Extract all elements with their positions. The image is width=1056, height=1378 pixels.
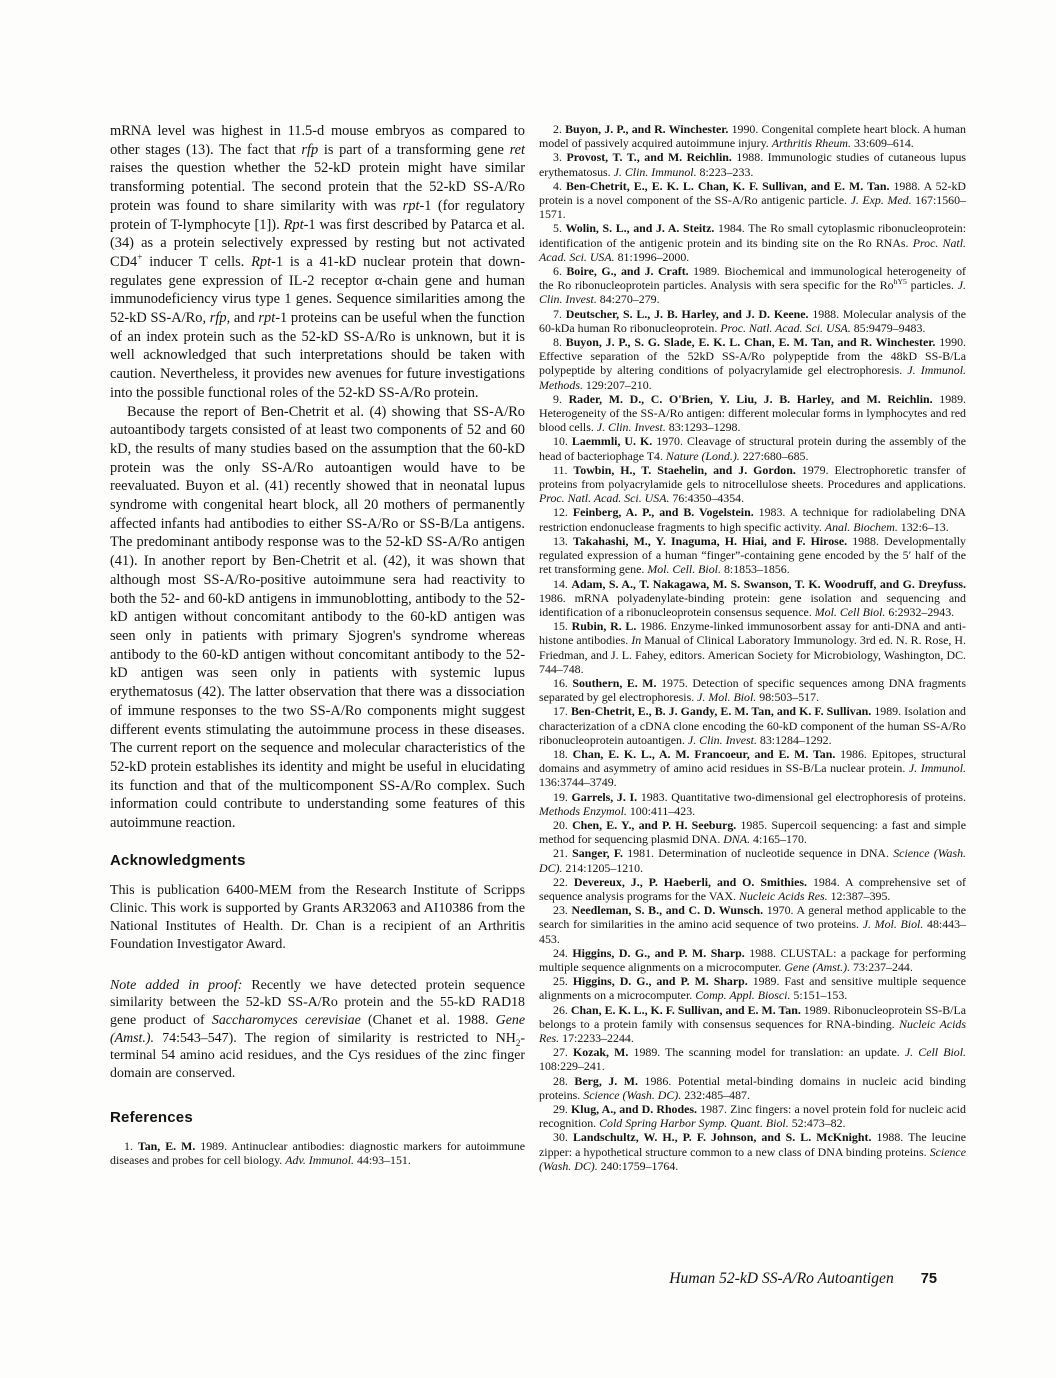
reference-item: 18. Chan, E. K. L., A. M. Francoeur, and E. M. Tan. 1986. Epitopes, structural domains and asymmetry of amino acid residues in SS-B/La nuclear protein. J. Immunol. 136:3744–3749. — [539, 746, 966, 790]
acknowledgments-text: This is publication 6400-MEM from the Research Institute of Scripps Clinic. This work is supported by Grants AR32063 and AI10386 from the National Institutes of Health. Dr. Chan is a recipient of an Arthritis Foundation Investigator Award. — [110, 882, 525, 952]
reference-item: 24. Higgins, D. G., and P. M. Sharp. 1988. CLUSTAL: a package for performing multiple sequence alignments on a microcomputer. Gene (Amst.). 73:237–244. — [539, 945, 966, 974]
right-column-references-list — [539, 122, 966, 1173]
reference-item: 13. Takahashi, M., Y. Inaguma, H. Hiai, and F. Hirose. 1988. Developmentally regulated expression of a human “finger”-containing gene encoded by the 5′ half of the ret transforming gene. Mol. Cell. Biol. 8:1853–1856. — [539, 533, 967, 577]
reference-item: 28. Berg, J. M. 1986. Potential metal-binding domains in nucleic acid binding proteins. Science (Wash. DC). 232:485–487. — [539, 1073, 967, 1102]
page-number: 75 — [920, 1271, 937, 1287]
acknowledgments-heading: Acknowledgments — [110, 851, 246, 869]
reference-item: 27. Kozak, M. 1989. The scanning model for translation: an update. J. Cell Biol. 108:229–241. — [539, 1045, 967, 1074]
reference-item: 5. Wolin, S. L., and J. A. Steitz. 1984. The Ro small cytoplasmic ribonucleoprotein: identification of the antigenic protein and its binding site on the Ro RNAs. Proc. Natl. Acad. Sci. USA. 81:1996–2000. — [539, 221, 967, 264]
reference-item: 30. Landschultz, W. H., P. F. Johnson, and S. L. McKnight. 1988. The leucine zipper: a hypothetical structure common to a new class of DNA binding proteins. Science (Wash. DC). 240:1759–1764. — [539, 1130, 966, 1173]
reference-item: 29. Klug, A., and D. Rhodes. 1987. Zinc fingers: a novel protein fold for nucleic acid recognition. Cold Spring Harbor Symp. Quant. Biol. 52:473–82. — [539, 1102, 966, 1131]
references-section — [110, 1109, 525, 1167]
running-title: Human 52-kD SS-A/Ro Autoantigen — [669, 1270, 894, 1287]
page-footer — [669, 1270, 937, 1288]
reference-item: 2. Buyon, J. P., and R. Winchester. 1990. Congenital complete heart block. A human model of passively acquired autoimmune injury. Arthritis Rheum. 33:609–614. — [539, 122, 966, 151]
reference-item: 25. Higgins, D. G., and P. M. Sharp. 1989. Fast and sensitive multiple sequence alignments on a microcomputer. Comp. Appl. Biosci. 5:151–153. — [539, 974, 966, 1003]
body-paragraph-continued: mRNA level was highest in 11.5-d mouse embryos as compared to other stages (13). The fact that rfp is part of a transforming gene ret raises the question whether the 52-kD protein might have similar transforming potential. The second protein that the 52-kD SS-A/Ro protein was found to share similarity with was rpt-1 (for regulatory protein of T-lymphocyte [1]). Rpt-1 was first described by Patarca et al. (34) as a protein selectively expressed by resting but not activated CD4+ inducer T cells. Rpt-1 is a 41-kD nuclear protein that down-regulates gene expression of IL-2 receptor α-chain gene and human immunodeficiency virus type 1 genes. Sequence similarities among the 52-kD SS-A/Ro, rfp, and rpt-1 proteins can be useful when the function of an index protein such as the 52-kD SS-A/Ro is unknown, but it is well acknowledged that such interpretations should be taken with caution. Nevertheless, it provides new avenues for future investigations into the possible functional roles of the 52-kD SS-A/Ro protein. — [110, 123, 526, 401]
reference-item: 20. Chen, E. Y., and P. H. Seeburg. 1985. Supercoil sequencing: a fast and simple method for sequencing plasmid DNA. DNA. 4:165–170. — [539, 817, 966, 847]
reference-item: 9. Rader, M. D., C. O'Brien, Y. Liu, J. B. Harley, and M. Reichlin. 1989. Heterogeneity of the SS-A/Ro antigen: different molecular forms in lymphocytes and red blood cells. J. Clin. Invest. 83:1293–1298. — [539, 391, 966, 435]
reference-item: 17. Ben-Chetrit, E., B. J. Gandy, E. M. Tan, and K. F. Sullivan. 1989. Isolation and characterization of a cDNA clone encoding the 60-kD component of the human SS-A/Ro ribonucleoprotein autoantigen. J. Clin. Invest. 83:1284–1292. — [539, 704, 966, 747]
reference-item: 12. Feinberg, A. P., and B. Vogelstein. 1983. A technique for radiolabeling DNA restriction endonuclease fragments to high specific activity. Anal. Biochem. 132:6–13. — [539, 505, 966, 534]
two-column-layout — [110, 122, 966, 1173]
body-paragraph: Because the report of Ben-Chetrit et al. (4) showing that SS-A/Ro autoantibody targets consisted of at least two components of 52 and 60 kD, the results of many studies based on the assumption that the 60-kD protein was the only SS-A/Ro autoantigen would have to be reevaluated. Buyon et al. (41) recently showed that in neonatal lupus syndrome with congenital heart block, all 20 mothers of permanently affected infants had antibodies to either SS-A/Ro or SS-B/La antigens. The predominant antibody response was to the 52-kD SS-A/Ro antigen (41). In another report by Ben-Chetrit et al. (42), it was shown that although most SS-A/Ro-positive autoimmune sera had reactivity to both the 52- and 60-kD antigens in immunoblotting, antibody to the 52-kD antigen without concomitant antibody to the 60-kD antigen was seen only in patients with primary Sjogren's syndrome whereas antibody to the 60-kD antigen without concomitant antibody to the 52-kD antigen was seen only in patients with systemic lupus erythematosus (42). The latter observation that there was a dissociation of immune responses to the two SS-A/Ro components might suggest different events stimulating the autoimmune process in these diseases. The current report on the sequence and molecular characteristics of the 52-kD protein establishes its identity and might be useful in elucidating its function and that of the multicomponent SS-A/Ro complex. Such information could contribute to understanding some features of this autoimmune reaction. — [110, 403, 525, 832]
reference-item: 23. Needleman, S. B., and C. D. Wunsch. 1970. A general method applicable to the search for similarities in the amino acid sequence of two proteins. J. Mol. Biol. 48:443–453. — [539, 903, 966, 946]
reference-item: 1. Tan, E. M. 1989. Antinuclear antibodies: diagnostic markers for autoimmune diseases and probes for cell biology. Adv. Immunol. 44:93–151. — [110, 1139, 525, 1168]
reference-item: 6. Boire, G., and J. Craft. 1989. Biochemical and immunological heterogeneity of the Ro ribonucleoprotein particles. Analysis with sera specific for the $Ro^{hY5}$ particles. J. Clin. Invest. 84:270–279. — [539, 264, 967, 307]
reference-item: 3. Provost, T. T., and M. Reichlin. 1988. Immunologic studies of cutaneous lupus erythematosus. J. Clin. Immunol. 8:223–233. — [539, 150, 967, 179]
acknowledgments-section — [110, 852, 525, 954]
reference-item: 11. Towbin, H., T. Staehelin, and J. Gordon. 1979. Electrophoretic transfer of proteins from polyacrylamide gels to nitrocellulose sheets. Procedures and applications. Proc. Natl. Acad. Sci. USA. 76:4350–4354. — [539, 462, 966, 506]
reference-item: 22. Devereux, J., P. Haeberli, and O. Smithies. 1984. A comprehensive set of sequence analysis programs for the VAX. Nucleic Acids Res. 12:387–395. — [539, 874, 966, 903]
left-column — [110, 122, 525, 1173]
reference-item: 15. Rubin, R. L. 1986. Enzyme-linked immunosorbent assay for anti-DNA and anti-histone antibodies. In Manual of Clinical Laboratory Immunology. 3rd ed. N. R. Rose, H. Friedman, and J. L. Fahey, editors. American Society for Microbiology, Washington, DC. 744–748. — [539, 619, 966, 676]
reference-item: 21. Sanger, F. 1981. Determination of nucleotide sequence in DNA. Science (Wash. DC). 214:1205–1210. — [539, 846, 967, 875]
references-heading: References — [110, 1109, 193, 1127]
reference-item: 26. Chan, E. K. L., K. F. Sullivan, and E. M. Tan. 1989. Ribonucleoprotein SS-B/La belongs to a protein family with consensus sequences for RNA-binding. Nucleic Acids Res. 17:2233–2244. — [539, 1002, 966, 1045]
reference-item: 10. Laemmli, U. K. 1970. Cleavage of structural protein during the assembly of the head of bacteriophage T4. Nature (Lond.). 227:680–685. — [539, 434, 966, 463]
reference-item: 4. Ben-Chetrit, E., E. K. L. Chan, K. F. Sullivan, and E. M. Tan. 1988. A 52-kD protein is a novel component of the SS-A/Ro antigenic particle. J. Exp. Med. 167:1560–1571. — [539, 178, 966, 222]
note-added-in-proof: Note added in proof: Recently we have detected protein sequence similarity between the 52-kD SS-A/Ro protein and the 55-kD RAD18 gene product of Saccharomyces cerevisiae (Chanet et al. 1988. Gene (Amst.). 74:543–547). The region of similarity is restricted to $NH_2$-terminal 54 amino acid residues, and the Cys residues of the zinc finger domain are conserved. — [110, 977, 525, 1081]
reference-item: 8. Buyon, J. P., S. G. Slade, E. K. L. Chan, E. M. Tan, and R. Winchester. 1990. Effective separation of the 52kD SS-A/Ro polypeptide from the 48kD SS-B/La polypeptide by altering conditions of polyacrylamide gel electrophoresis. J. Immunol. Methods. 129:207–210. — [539, 335, 966, 392]
reference-item: 16. Southern, E. M. 1975. Detection of specific sequences among DNA fragments separated by gel electrophoresis. J. Mol. Biol. 98:503–517. — [539, 675, 966, 705]
reference-item: 19. Garrels, J. I. 1983. Quantitative two-dimensional gel electrophoresis of proteins. Methods Enzymol. 100:411–423. — [539, 789, 966, 818]
reference-item: 14. Adam, S. A., T. Nakagawa, M. S. Swanson, T. K. Woodruff, and G. Dreyfuss. 1986. mRNA polyadenylate-binding protein: gene isolation and sequencing and identification of a ribonucleoprotein consensus sequence. Mol. Cell Biol. 6:2932–2943. — [539, 576, 966, 619]
reference-item: 7. Deutscher, S. L., J. B. Harley, and J. D. Keene. 1988. Molecular analysis of the 60-kDa human Ro ribonucleoprotein. Proc. Natl. Acad. Sci. USA. 85:9479–9483. — [539, 306, 966, 335]
